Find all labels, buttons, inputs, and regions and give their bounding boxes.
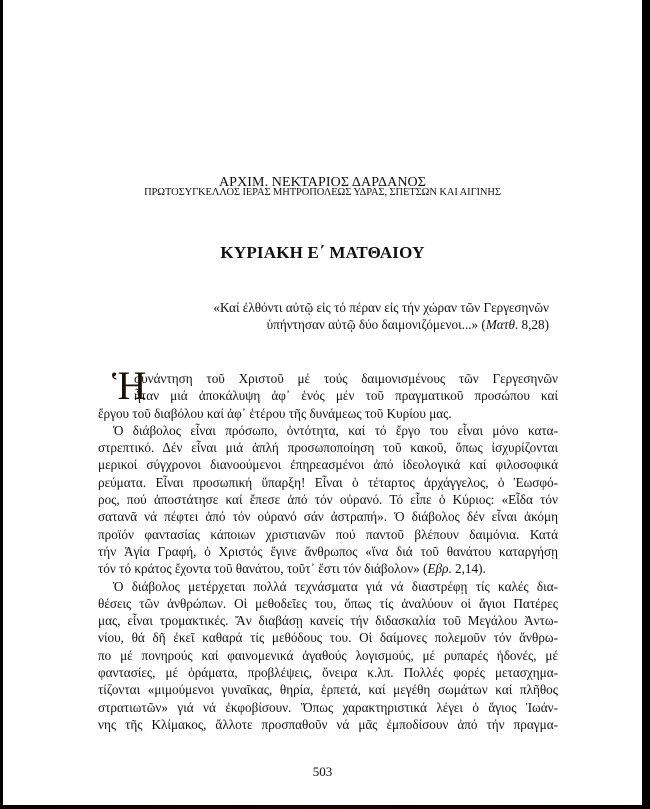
author-affiliation: ΠΡΩΤΟΣΥΓΚΕΛΛΟΣ ΙΕΡΑΣ ΜΗΤΡΟΠΟΛΕΩΣ ΥΔΡΑΣ, ΣΠΕΤΣΩΝ ΚΑΙ ΑΙΓΙΝΗΣ bbox=[144, 187, 501, 198]
sermon-body bbox=[98, 363, 558, 733]
body-line: νης τῆς Κλίμακος, ἄλλοτε προσπαθοῦν νά μᾶς ἐμποδίσουν ἀπό τήν πραγμα- bbox=[98, 716, 558, 732]
body-line: συνάντηση τοῦ Χριστοῦ μέ τούς δαιμονισμένους τῶν Γεργεσηνῶν bbox=[134, 371, 558, 386]
viewer-background bbox=[0, 805, 650, 809]
body-line: μας, εἶναι τρομακτικές. Ἄν διαβάσῃ κανείς τήν διδασκαλία τοῦ Μεγάλου Ἀντω- bbox=[98, 613, 558, 629]
body-line: Ὁ διάβολος εἶναι πρόσωπο, ὀντότητα, καί τό ἔργο του εἶναι μόνο κατα- bbox=[113, 422, 558, 438]
reference-hebrews-verse: . 2,14). bbox=[448, 561, 486, 577]
epigraph-text: ὑπήντησαν αὐτῷ δύο δαιμονιζόμενοι...» ( bbox=[266, 317, 486, 332]
epigraph-reference-verse: . 8,28) bbox=[514, 317, 549, 332]
body-line: προϊόν φαντασίας κάποιων χριστιανῶν πού παντοῦ βλέπουν δαιμόνια. Κατά bbox=[98, 526, 558, 542]
body-line: στρεπτικό. Δέν εἶναι μιά ἁπλή προσωποποίηση τοῦ κακοῦ, ὅπως ἰσχυρίζονται bbox=[98, 440, 558, 456]
reference-hebrews-book: Εβρ bbox=[427, 561, 449, 577]
body-line bbox=[98, 560, 558, 577]
body-line-text: τόν τό κράτος ἔχοντα τοῦ θανάτου, τοῦτ᾽ ἔστι τόν διάβολον» ( bbox=[98, 561, 428, 577]
body-line: νίου, θά δῆ ἐκεῖ καθαρά τίς μεθόδους του. Οἱ δαίμονες πολεμοῦν τόν ἄνθρω- bbox=[98, 630, 558, 646]
body-line: ρος, πού ἀποστάτησε καί ἔπεσε ἀπό τόν οὐρανό. Τό εἶπε ὁ Κύριος: «Εἶδα τόν bbox=[98, 492, 558, 508]
body-line: σατανᾶ νά πέφτει ἀπό τόν οὐρανό σάν ἀστραπή». Ὁ διάβολος δέν εἶναι ἀκόμη bbox=[98, 509, 558, 525]
body-line: πο μέ πονηρούς καί φαινομενικά ἀγαθούς λογισμούς, μέ ρυπαρές ἡδονές, μέ bbox=[98, 647, 558, 663]
document-page bbox=[3, 0, 642, 805]
sermon-title: ΚΥΡΙΑΚΗ Ε΄ ΜΑΤΘΑΙΟΥ bbox=[220, 243, 425, 262]
body-line: φαντασίες, μέ ὁράματα, προβλέψεις, ὄνειρα κ.λπ. Πολλές φορές μετασχημα- bbox=[98, 665, 558, 681]
page-number: 503 bbox=[312, 764, 333, 779]
epigraph-line-2 bbox=[149, 316, 549, 333]
epigraph-quote bbox=[149, 299, 549, 333]
body-line: στρατιωτῶν» γιά νά ἐκφοβίσουν. Ὅπως χαρακτηριστικά λέγει ὁ ἅγιος Ἰωάν- bbox=[98, 699, 558, 715]
body-line: τίζονται «μιμούμενοι γυναῖκας, θηρία, ἑρπετά, καί μεγέθη σωμάτων καί πλῆθος bbox=[98, 682, 558, 698]
epigraph-reference-book: Ματθ bbox=[485, 317, 515, 332]
body-line: τήν Ἁγία Γραφή, ὁ Χριστός ἔγινε ἄνθρωπος «ἵνα διά τοῦ θανάτου καταργήσῃ bbox=[98, 543, 558, 559]
body-line: ἦταν μιά ἀποκάλυψη ἀφ᾽ ἑνός μέν τοῦ πραγματικοῦ προσώπου καί bbox=[134, 388, 558, 404]
body-line: Ὁ διάβολος μετέρχεται πολλά τεχνάσματα γιά νά διαστρέφῃ τίς καλές δια- bbox=[113, 578, 558, 594]
drop-cap: Ἡ bbox=[112, 363, 147, 408]
epigraph-line-1: «Καί ἐλθόντι αὐτῷ εἰς τό πέραν εἰς τήν χώραν τῶν Γεργεσηνῶν bbox=[213, 300, 549, 315]
body-line: ρεύματα. Εἶναι προσωπική ὕπαρξη! Εἶναι ὁ τέταρτος ἀρχάγγελος, ὁ Ἑωσφό- bbox=[98, 474, 558, 490]
body-line: μερικοί σύγχρονοι διανοούμενοι ἐπηρεασμένοι ἀπό ἰδεολογικά καί φιλοσοφικά bbox=[98, 457, 558, 473]
body-line: ἔργου τοῦ διαβόλου καί ἀφ᾽ ἑτέρου τῆς δυνάμεως τοῦ Κυρίου μας. bbox=[98, 405, 452, 421]
author-name: ΑΡΧΙΜ. ΝΕΚΤΑΡΙΟΣ ΔΑΡΔΑΝΟΣ bbox=[218, 175, 427, 190]
body-line: θέσεις τῶν ἀνθρώπων. Οἱ μεθοδεῖες του, ὅπως τίς ἀναλύουν οἱ ἅγιοι Πατέρες bbox=[98, 595, 558, 611]
